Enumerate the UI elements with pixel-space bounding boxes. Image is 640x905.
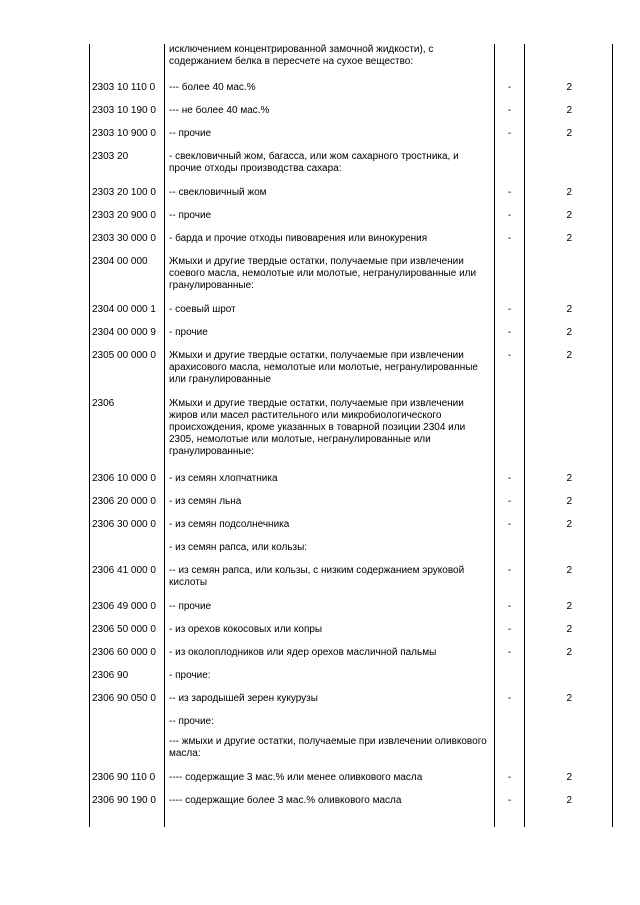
duty-cell: - [495,473,525,496]
description-cell: - соевый шрот [165,304,495,327]
rate-cell: 2 [525,304,613,327]
duty-cell: - [495,105,525,128]
duty-cell: - [495,350,525,398]
code-cell: 2306 60 000 0 [90,647,165,670]
description-cell: Жмыхи и другие твердые остатки, получаемые при извлечении соевого масла, немолотые или молотые, негранулированные или гранулированные: [165,256,495,304]
table-row [90,256,613,304]
code-cell: 2303 10 900 0 [90,128,165,151]
table-row [90,647,613,670]
code-cell: 2306 10 000 0 [90,473,165,496]
table-row [90,350,613,398]
code-cell: 2304 00 000 1 [90,304,165,327]
table-row [90,716,613,736]
duty-cell: - [495,327,525,350]
table-row [90,105,613,128]
code-cell: 2303 20 900 0 [90,210,165,233]
code-cell: 2303 20 [90,151,165,187]
rate-cell: 2 [525,82,613,105]
rate-cell: 2 [525,128,613,151]
description-cell: Жмыхи и другие твердые остатки, получаемые при извлечении жиров или масел растительного или микробиологического происхождения, кроме указанных в товарной позиции 2304 или 2305, немолотые или молотые, негранулированные или гранулированные: [165,398,495,473]
table-row [90,151,613,187]
duty-cell [495,716,525,736]
code-cell: 2303 10 190 0 [90,105,165,128]
rate-cell: 2 [525,647,613,670]
table-row [90,519,613,542]
rate-cell: 2 [525,187,613,210]
code-cell: 2303 10 110 0 [90,82,165,105]
code-cell [90,542,165,565]
rate-cell: 2 [525,519,613,542]
code-cell: 2306 30 000 0 [90,519,165,542]
rate-cell: 2 [525,350,613,398]
table-row [90,233,613,256]
table-row [90,82,613,105]
duty-cell: - [495,565,525,601]
duty-cell [495,256,525,304]
table-row [90,496,613,519]
rate-cell: 2 [525,473,613,496]
table-row [90,304,613,327]
duty-cell: - [495,795,525,827]
code-cell [90,736,165,772]
code-cell: 2306 90 [90,670,165,693]
description-cell: ---- содержащие более 3 мас.% оливкового масла [165,795,495,827]
table-row [90,398,613,473]
description-cell: -- из семян рапса, или кользы, с низким содержанием эруковой кислоты [165,565,495,601]
duty-cell [495,736,525,772]
table-row [90,327,613,350]
description-cell: -- прочие: [165,716,495,736]
code-cell: 2305 00 000 0 [90,350,165,398]
code-cell [90,44,165,82]
duty-cell: - [495,693,525,716]
duty-cell: - [495,82,525,105]
rate-cell: 2 [525,624,613,647]
description-cell: --- жмыхи и другие остатки, получаемые при извлечении оливкового масла: [165,736,495,772]
description-cell: - прочие: [165,670,495,693]
rate-cell: 2 [525,233,613,256]
rate-cell [525,151,613,187]
duty-cell [495,44,525,82]
rate-cell: 2 [525,565,613,601]
duty-cell: - [495,624,525,647]
duty-cell: - [495,210,525,233]
description-cell: - из семян рапса, или кользы: [165,542,495,565]
description-cell: ---- содержащие 3 мас.% или менее оливкового масла [165,772,495,795]
rate-cell [525,256,613,304]
description-cell: --- не более 40 мас.% [165,105,495,128]
description-cell: - из семян хлопчатника [165,473,495,496]
rate-cell [525,542,613,565]
code-cell: 2306 90 190 0 [90,795,165,827]
rate-cell: 2 [525,693,613,716]
code-cell [90,716,165,736]
code-cell: 2306 41 000 0 [90,565,165,601]
table-body [90,44,613,827]
description-cell: -- свекловичный жом [165,187,495,210]
description-cell: - из семян льна [165,496,495,519]
table-row [90,128,613,151]
rate-cell: 2 [525,327,613,350]
description-cell: -- прочие [165,601,495,624]
table-row [90,736,613,772]
duty-cell: - [495,601,525,624]
table-row [90,670,613,693]
rate-cell [525,44,613,82]
duty-cell: - [495,128,525,151]
description-cell: Жмыхи и другие твердые остатки, получаемые при извлечении арахисового масла, немолотые или молотые, негранулированные или гранулированные [165,350,495,398]
code-cell: 2303 20 100 0 [90,187,165,210]
table-row [90,187,613,210]
table-row [90,795,613,827]
code-cell: 2306 90 110 0 [90,772,165,795]
duty-cell: - [495,772,525,795]
description-cell: - барда и прочие отходы пивоварения или винокурения [165,233,495,256]
duty-cell [495,151,525,187]
code-cell: 2306 20 000 0 [90,496,165,519]
duty-cell [495,398,525,473]
code-cell: 2306 [90,398,165,473]
code-cell: 2306 90 050 0 [90,693,165,716]
table-row [90,772,613,795]
description-cell: исключением концентрированной замочной жидкости), с содержанием белка в пересчете на сухое вещество: [165,44,495,82]
code-cell: 2304 00 000 9 [90,327,165,350]
rate-cell: 2 [525,772,613,795]
table-row [90,601,613,624]
code-cell: 2304 00 000 [90,256,165,304]
duty-cell: - [495,647,525,670]
description-cell: - из семян подсолнечника [165,519,495,542]
description-cell: - из орехов кокосовых или копры [165,624,495,647]
rate-cell [525,736,613,772]
rate-cell: 2 [525,601,613,624]
rate-cell: 2 [525,105,613,128]
duty-cell: - [495,496,525,519]
table-row [90,565,613,601]
duty-cell: - [495,233,525,256]
table-row [90,210,613,233]
description-cell: -- прочие [165,210,495,233]
rate-cell [525,670,613,693]
description-cell: -- прочие [165,128,495,151]
table-row [90,624,613,647]
description-cell: -- из зародышей зерен кукурузы [165,693,495,716]
rate-cell: 2 [525,210,613,233]
table-row [90,542,613,565]
code-cell: 2303 30 000 0 [90,233,165,256]
table-row [90,693,613,716]
duty-cell: - [495,304,525,327]
rate-cell [525,398,613,473]
table-row [90,473,613,496]
rate-cell: 2 [525,795,613,827]
description-cell: - из околоплодников или ядер орехов масличной пальмы [165,647,495,670]
rate-cell [525,716,613,736]
tariff-table [89,44,613,827]
code-cell: 2306 50 000 0 [90,624,165,647]
duty-cell [495,542,525,565]
description-cell: - прочие [165,327,495,350]
code-cell: 2306 49 000 0 [90,601,165,624]
duty-cell: - [495,187,525,210]
duty-cell: - [495,519,525,542]
duty-cell [495,670,525,693]
rate-cell: 2 [525,496,613,519]
description-cell: - свекловичный жом, багасса, или жом сахарного тростника, и прочие отходы производства сахара: [165,151,495,187]
description-cell: --- более 40 мас.% [165,82,495,105]
table-row [90,44,613,82]
